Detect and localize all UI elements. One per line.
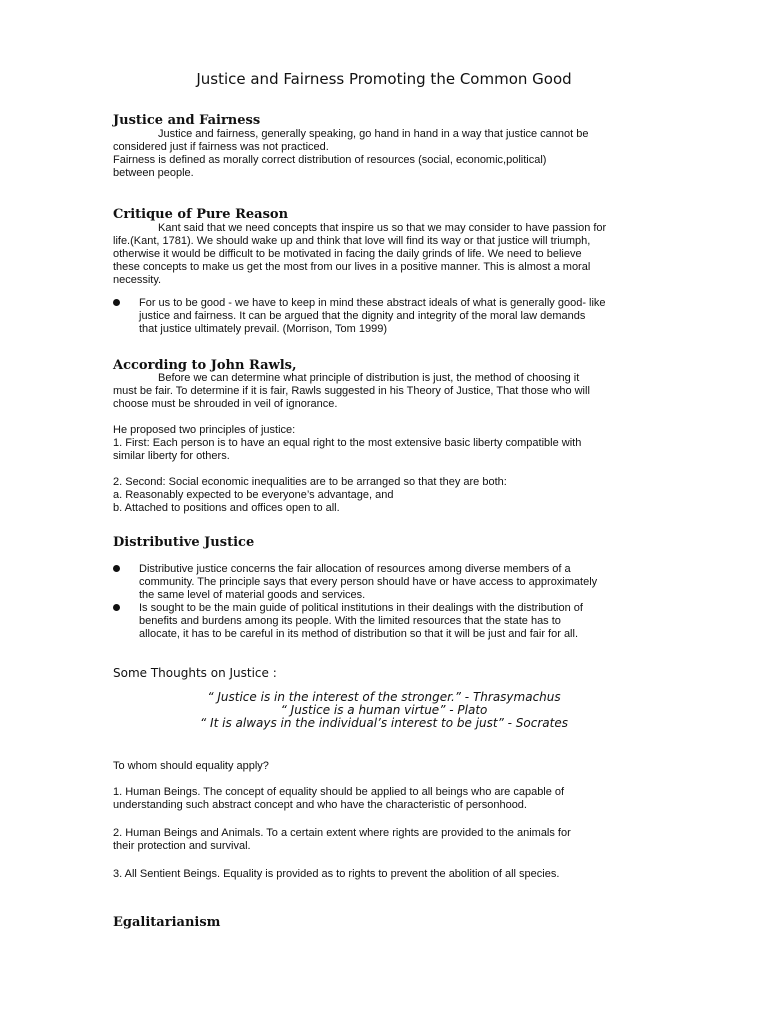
text-line: the same level of material goods and services. [139,589,366,601]
heading-distributive-justice: Distributive Justice [113,535,255,550]
paragraph-second-principle [113,476,658,515]
quote-author: Socrates [515,716,568,730]
text-line: a. Reasonably expected to be everyone’s advantage, and [113,489,394,501]
text-line: 1. Human Beings. The concept of equality should be applied to all beings who are capable of [113,786,565,798]
text-line: necessity. [113,274,162,286]
text-line: Is sought to be the main guide of political institutions in their dealings with the distribution of [139,602,583,614]
text-line: must be fair. To determine if it is fair, Rawls suggested in his Theory of Justice, That those who will [113,385,590,397]
heading-john-rawls: According to John Rawls, [113,358,297,373]
text-line: choose must be shrouded in veil of ignorance. [113,398,338,410]
bullet-dot-icon [113,565,120,572]
text-line: these concepts to make us get the most from our lives in a positive manner. This is almost a moral [113,261,591,273]
paragraph-rawls [113,372,658,411]
equality-item-3 [113,868,658,881]
text-line: Before we can determine what principle of distribution is just, the method of choosing it [158,372,580,384]
quote-text: “ It is always in the individual’s interest to be just” - [200,716,512,730]
text-line: Kant said that we need concepts that inspire us so that we may consider to have passion for [158,222,607,234]
text-line: that justice ultimately prevail. (Morrison, Tom 1999) [139,323,388,335]
text-line: Distributive justice concerns the fair allocation of resources among diverse members of a [139,563,571,575]
heading-some-thoughts: Some Thoughts on Justice : [113,666,277,680]
quotes-block [0,691,768,730]
text-line: allocate, it has to be careful in its method of distribution so that it will be just and fair for all. [139,628,579,640]
text-line: 2. Second: Social economic inequalities are to be arranged so that they are both: [113,476,507,488]
text-line: 1. First: Each person is to have an equal right to the most extensive basic liberty compatible with [113,437,582,449]
text-line: For us to be good - we have to keep in mind these abstract ideals of what is generally good- like [139,297,606,309]
text-line: 3. All Sentient Beings. Equality is provided as to rights to prevent the abolition of all species. [113,868,560,880]
equality-item-1 [113,786,658,812]
quote-line [0,717,768,730]
paragraph-justice-and-fairness [113,128,658,180]
equality-question [113,760,658,773]
text-line: To whom should equality apply? [113,760,269,772]
text-line: benefits and burdens among its people. With the limited resources that the state has to [139,615,561,627]
text-line: understanding such abstract concept and who have the characteristic of personhood. [113,799,527,811]
document-title: Justice and Fairness Promoting the Common Good [196,70,572,88]
bullet-dot-icon [113,604,120,611]
quote-text: “ Justice is in the interest of the stronger.” - [207,690,470,704]
text-line: life.(Kant, 1781). We should wake up and think that love will find its way or that justice will triumph, [113,235,591,247]
heading-critique-of-pure-reason: Critique of Pure Reason [113,207,289,222]
quote-text: “ Justice is a human virtue” - [280,703,454,717]
text-line: community. The principle says that every person should have or have access to approximately [139,576,598,588]
paragraph-principles [113,424,658,463]
text-line: He proposed two principles of justice: [113,424,296,436]
heading-justice-and-fairness: Justice and Fairness [113,113,261,128]
text-line: 2. Human Beings and Animals. To a certain extent where rights are provided to the animals for [113,827,571,839]
text-line: between people. [113,167,194,179]
bullet-dot-icon [113,299,120,306]
text-line: similar liberty for others. [113,450,230,462]
text-line: otherwise it would be difficult to be motivated in facing the daily grinds of life. We need to believe [113,248,582,260]
heading-egalitarianism: Egalitarianism [113,915,221,930]
text-line: their protection and survival. [113,840,251,852]
paragraph-critique [113,222,658,287]
text-line: justice and fairness. It can be argued that the dignity and integrity of the moral law demands [139,310,586,322]
quote-author: Plato [457,703,488,717]
text-line: b. Attached to positions and offices open to all. [113,502,340,514]
quote-author: Thrasymachus [472,690,561,704]
equality-item-2 [113,827,658,853]
text-line: considered just if fairness was not practiced. [113,141,329,153]
text-line: Justice and fairness, generally speaking, go hand in hand in a way that justice cannot be [158,128,589,140]
text-line: Fairness is defined as morally correct distribution of resources (social, economic,political) [113,154,547,166]
